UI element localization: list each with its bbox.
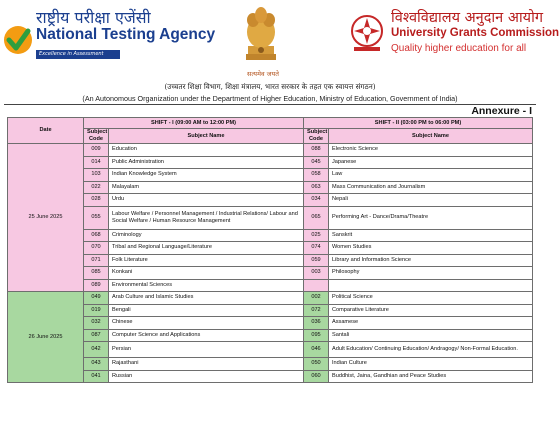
- header-shift-2: SHIFT - II (03:00 PM to 06:00 PM): [304, 118, 533, 129]
- subject-name: Arab Culture and Islamic Studies: [109, 292, 304, 305]
- subject-name: [329, 279, 533, 292]
- subject-code: 072: [304, 304, 329, 317]
- subject-name: Law: [329, 169, 533, 182]
- nta-english-name: National Testing Agency: [36, 26, 216, 43]
- subject-name: Urdu: [109, 194, 304, 207]
- header-subject-code: Subject Code: [304, 129, 329, 144]
- table-row: [8, 181, 533, 194]
- subject-name: Adult Education/ Continuing Education/ Andragogy/ Non-Formal Education.: [329, 342, 533, 358]
- subject-name: Political Science: [329, 292, 533, 305]
- subject-name: Santali: [329, 329, 533, 342]
- annexure-label: Annexure - I: [471, 105, 532, 117]
- subject-name: Folk Literature: [109, 254, 304, 267]
- header-divider: [4, 104, 536, 105]
- emblem-caption: सत्यमेव जयते: [247, 70, 279, 78]
- table-row: [8, 206, 533, 229]
- subject-code: 032: [84, 317, 109, 330]
- subtitle-hindi: (उच्चतर शिक्षा विभाग, शिक्षा मंत्रालय, भारत सरकार के तहत एक स्वायत्त संगठन): [164, 82, 376, 91]
- subject-name: Nepali: [329, 194, 533, 207]
- subject-name: Education: [109, 144, 304, 157]
- subject-name: Persian: [109, 342, 304, 358]
- subject-code: 074: [304, 242, 329, 255]
- exam-schedule-table: [7, 117, 533, 383]
- subject-code: 103: [84, 169, 109, 182]
- table-row: [8, 267, 533, 280]
- subject-name: Bengali: [109, 304, 304, 317]
- subject-name: Electronic Science: [329, 144, 533, 157]
- nta-hindi-name: राष्ट्रीय परीक्षा एजेंसी: [36, 8, 151, 27]
- subject-code: 043: [84, 358, 109, 371]
- subject-code: 034: [304, 194, 329, 207]
- subject-name: Labour Welfare / Personnel Management / Industrial Relations/ Labour and Social Welfare / Human Resource Management: [109, 206, 304, 229]
- subject-name: Philosophy: [329, 267, 533, 280]
- subject-name: Women Studies: [329, 242, 533, 255]
- nta-tagline: Excellence in Assessment: [36, 50, 120, 59]
- subject-code: 009: [84, 144, 109, 157]
- subject-code: 059: [304, 254, 329, 267]
- subject-code: 055: [84, 206, 109, 229]
- subject-name: Buddhist, Jaina, Gandhian and Peace Studies: [329, 370, 533, 383]
- ugc-hindi-name: विश्वविद्यालय अनुदान आयोग: [391, 10, 543, 26]
- subject-name: Assamese: [329, 317, 533, 330]
- subject-code: 041: [84, 370, 109, 383]
- date-cell: 26 June 2025: [8, 292, 84, 383]
- subject-name: Performing Art - Dance/Drama/Theatre: [329, 206, 533, 229]
- table-row: [8, 329, 533, 342]
- subject-code: 063: [304, 181, 329, 194]
- subject-code: 065: [304, 206, 329, 229]
- subject-name: Comparative Literature: [329, 304, 533, 317]
- subject-name: Mass Communication and Journalism: [329, 181, 533, 194]
- subject-code: 025: [304, 229, 329, 242]
- ugc-english-name: University Grants Commission: [391, 27, 559, 39]
- subject-name: Indian Knowledge System: [109, 169, 304, 182]
- table-row: [8, 317, 533, 330]
- subject-name: Malayalam: [109, 181, 304, 194]
- table-row: [8, 254, 533, 267]
- subject-code: 087: [84, 329, 109, 342]
- table-row: [8, 144, 533, 157]
- subject-code: 071: [84, 254, 109, 267]
- table-row: [8, 279, 533, 292]
- subject-code: 022: [84, 181, 109, 194]
- subject-name: Computer Science and Applications: [109, 329, 304, 342]
- subject-name: Japanese: [329, 156, 533, 169]
- ugc-emblem-icon: [348, 14, 386, 54]
- subject-name: Sanskrit: [329, 229, 533, 242]
- check-swoosh-icon: [3, 25, 33, 55]
- header-shift-1: SHIFT - I (09:00 AM to 12:00 PM): [84, 118, 304, 129]
- header-subject-code: Subject Code: [84, 129, 109, 144]
- table-row: [8, 169, 533, 182]
- subtitle-english: (An Autonomous Organization under the Department of Higher Education, Ministry of Education, Government of India): [82, 94, 458, 103]
- table-row: [8, 370, 533, 383]
- subject-code: 045: [304, 156, 329, 169]
- table-row: [8, 342, 533, 358]
- subject-name: Library and Information Science: [329, 254, 533, 267]
- subject-name: Criminology: [109, 229, 304, 242]
- table-row: [8, 156, 533, 169]
- subject-name: Rajasthani: [109, 358, 304, 371]
- subject-name: Indian Culture: [329, 358, 533, 371]
- subject-name: Environmental Sciences: [109, 279, 304, 292]
- subject-code: 060: [304, 370, 329, 383]
- subject-name: Russian: [109, 370, 304, 383]
- subject-code: 046: [304, 342, 329, 358]
- subject-name: Public Administration: [109, 156, 304, 169]
- subject-name: Konkani: [109, 267, 304, 280]
- subject-code: 042: [84, 342, 109, 358]
- subject-name: Chinese: [109, 317, 304, 330]
- table-row: [8, 194, 533, 207]
- subject-code: 085: [84, 267, 109, 280]
- date-cell: 25 June 2025: [8, 144, 84, 292]
- subject-code: 068: [84, 229, 109, 242]
- subject-code: 050: [304, 358, 329, 371]
- table-row: [8, 229, 533, 242]
- header-subject-name: Subject Name: [109, 129, 304, 144]
- subject-code: 089: [84, 279, 109, 292]
- header-subject-name: Subject Name: [329, 129, 533, 144]
- subject-code: 070: [84, 242, 109, 255]
- subject-code: 049: [84, 292, 109, 305]
- letterhead: [0, 0, 559, 80]
- subject-code: 014: [84, 156, 109, 169]
- table-row: [8, 242, 533, 255]
- state-emblem-icon: [238, 2, 284, 68]
- subject-code: 036: [304, 317, 329, 330]
- header-date: Date: [8, 118, 84, 144]
- table-row: [8, 304, 533, 317]
- subject-code: 002: [304, 292, 329, 305]
- subject-code: 058: [304, 169, 329, 182]
- subject-code: 003: [304, 267, 329, 280]
- table-row: [8, 292, 533, 305]
- ugc-tagline: Quality higher education for all: [391, 43, 527, 54]
- subject-code: 028: [84, 194, 109, 207]
- subject-code: [304, 279, 329, 292]
- subject-code: 095: [304, 329, 329, 342]
- subject-code: 019: [84, 304, 109, 317]
- table-row: [8, 358, 533, 371]
- subject-code: 088: [304, 144, 329, 157]
- subject-name: Tribal and Regional Language/Literature: [109, 242, 304, 255]
